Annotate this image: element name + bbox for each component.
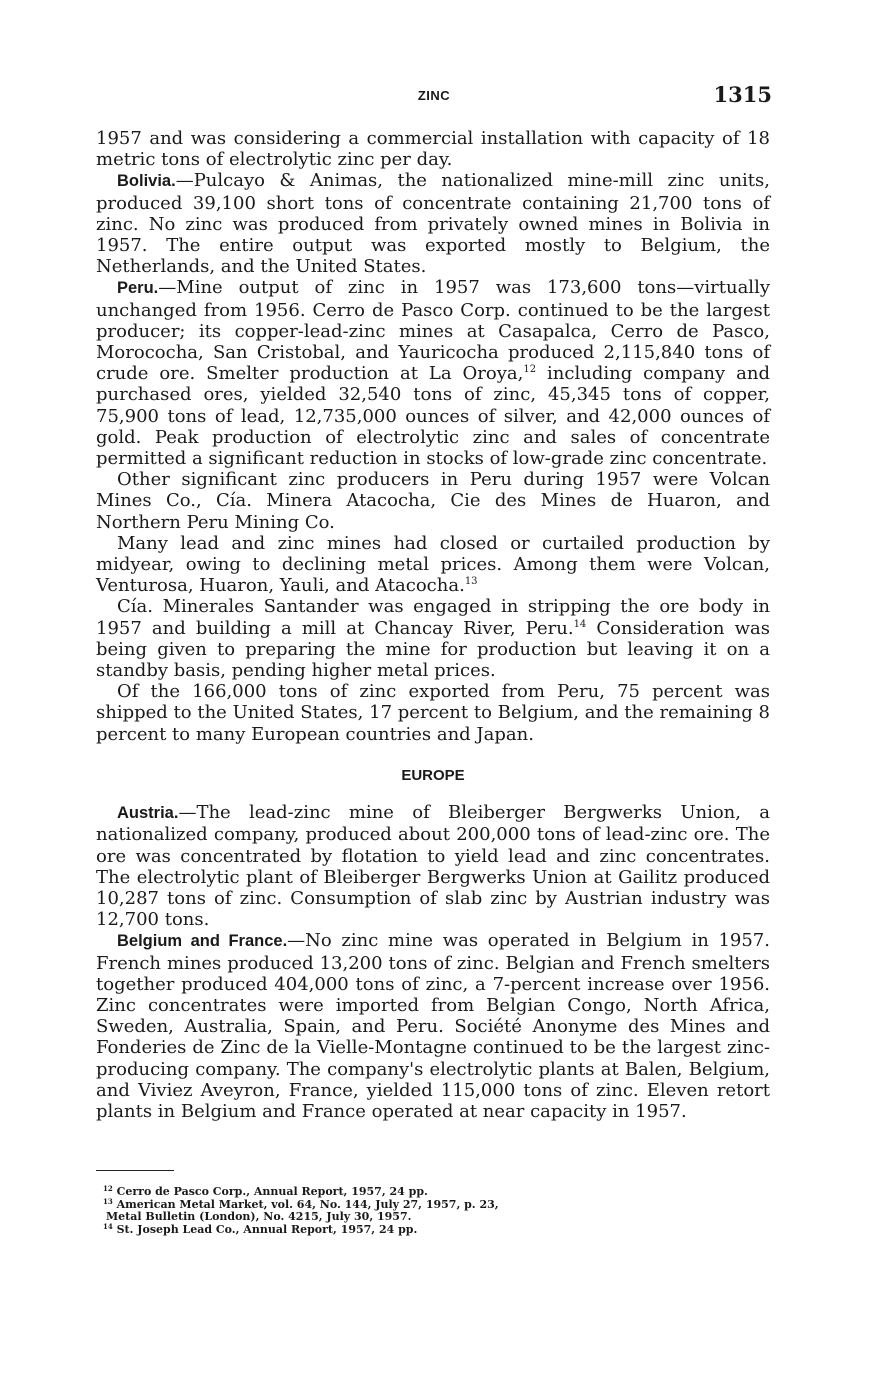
paragraph-exports: Of the 166,000 tons of zinc exported from Peru, 75 percent was shipped to the United States, 17 percent to Belgium, and the remaining 8 percent to many European countries and Japan. xyxy=(96,681,770,745)
closed-mines-text: Many lead and zinc mines had closed or curtailed production by midyear, owing to declining metal prices. Among them were Volcan, Venturosa, Huaron, Yauli, and Atacocha. xyxy=(96,532,770,597)
santander-text-a: Cía. Minerales Santander was engaged in stripping the ore body in 1957 and building a mill at Chancay River, Peru. xyxy=(96,596,770,639)
footnote-13-continuation: Metal Bulletin (London), No. 4215, July 30, 1957. xyxy=(106,1210,412,1224)
footnote-14 xyxy=(103,1221,663,1237)
footnote-rule xyxy=(96,1170,174,1171)
body-text xyxy=(96,128,770,1122)
paragraph-santander xyxy=(96,596,770,681)
country-heading-belgium-france: Belgium and France. xyxy=(117,932,288,951)
paragraph-closed-mines xyxy=(96,533,770,597)
paragraph-peru xyxy=(96,277,770,469)
footnote-number: 12 xyxy=(103,1184,113,1193)
footnote-text: St. Joseph Lead Co., Annual Report, 1957, 24 pp. xyxy=(116,1222,418,1236)
paragraph-bolivia xyxy=(96,170,770,277)
santander-text-b: Consideration was being given to preparing the mine for production but leaving it on a standby basis, pending higher metal prices. xyxy=(96,617,771,682)
paragraph-continuation: 1957 and was considering a commercial installation with capacity of 18 metric tons of electrolytic zinc per day. xyxy=(96,128,770,171)
country-heading-bolivia: Bolivia. xyxy=(117,172,176,191)
footnote-ref-12: 12 xyxy=(523,364,537,376)
page-header xyxy=(96,82,772,112)
bolivia-text: —Pulcayo & Animas, the nationalized mine-mill zinc units, produced 39,100 short tons of concentrate containing 21,700 tons of zinc. No zinc was produced from privately owned mines in Bolivia in 1957. The entire output was exported mostly to Belgium, the Netherlands, and the United States. xyxy=(96,170,770,278)
country-heading-peru: Peru. xyxy=(117,279,159,298)
peru-text-b: including company and purchased ores, yielded 32,540 tons of zinc, 45,345 tons of copper, 75,900 tons of lead, 12,735,000 ounces of silver, and 42,000 ounces of gold. Peak production of electrolytic zinc and sales of concentrate permitted a significant reduction in stocks of low-grade zinc concentrate. xyxy=(96,363,770,470)
footnote-text: Cerro de Pasco Corp., Annual Report, 1957, 24 pp. xyxy=(116,1185,428,1198)
paragraph-other-producers: Other significant zinc producers in Peru during 1957 were Volcan Mines Co., Cía. Minera Atacocha, Cie des Mines de Huaron, and Northern Peru Mining Co. xyxy=(96,469,770,533)
section-heading-europe: EUROPE xyxy=(401,766,465,784)
belgium-france-text: —No zinc mine was operated in Belgium in 1957. French mines produced 13,200 tons of zinc. Belgian and French smelters together produced 404,000 tons of zinc, a 7-percent increase over 1956. Zinc concentrates were imported from Belgian Congo, North Africa, Sweden, Australia, Spain, and Peru. Société Anonyme des Mines and Fonderies de Zinc de la Vielle-Montagne continued to be the largest zinc-producing company. The company's electrolytic plants at Balen, Belgium, and Viviez Aveyron, France, yielded 115,000 tons of zinc. Eleven retort plants in Belgium and France operated at near capacity in 1957. xyxy=(96,930,770,1122)
page-number: 1315 xyxy=(713,82,772,107)
running-head: ZINC xyxy=(417,88,451,103)
footnote-ref-14: 14 xyxy=(573,618,587,630)
footnotes xyxy=(103,1186,663,1236)
peru-text-a: —Mine output of zinc in 1957 was 173,600 tons—virtually unchanged from 1956. Cerro de Pasco Corp. continued to be the largest producer; its copper-lead-zinc mines at Casapalca, Cerro de Pasco, Morococha, San Cristobal, and Yauricocha produced 2,115,840 tons of crude ore. Smelter production at La Oroya, xyxy=(96,277,770,385)
footnote-text: American Metal Market, vol. 64, No. 144, July 27, 1957, p. 23, xyxy=(116,1197,499,1211)
austria-text: —The lead-zinc mine of Bleiberger Bergwerks Union, a nationalized company, produced about 200,000 tons of lead-zinc ore. The ore was concentrated by flotation to yield lead and zinc concentrates. The electrolytic plant of Bleiberger Bergwerks Union at Gailitz produced 10,287 tons of zinc. Consumption of slab zinc by Austrian industry was 12,700 tons. xyxy=(96,802,770,931)
paragraph-belgium-france xyxy=(96,930,770,1122)
paragraph-austria xyxy=(96,802,770,930)
footnote-number: 14 xyxy=(103,1221,113,1231)
country-heading-austria: Austria. xyxy=(117,804,179,823)
footnote-ref-13: 13 xyxy=(464,576,478,588)
footnote-number: 13 xyxy=(103,1196,113,1206)
